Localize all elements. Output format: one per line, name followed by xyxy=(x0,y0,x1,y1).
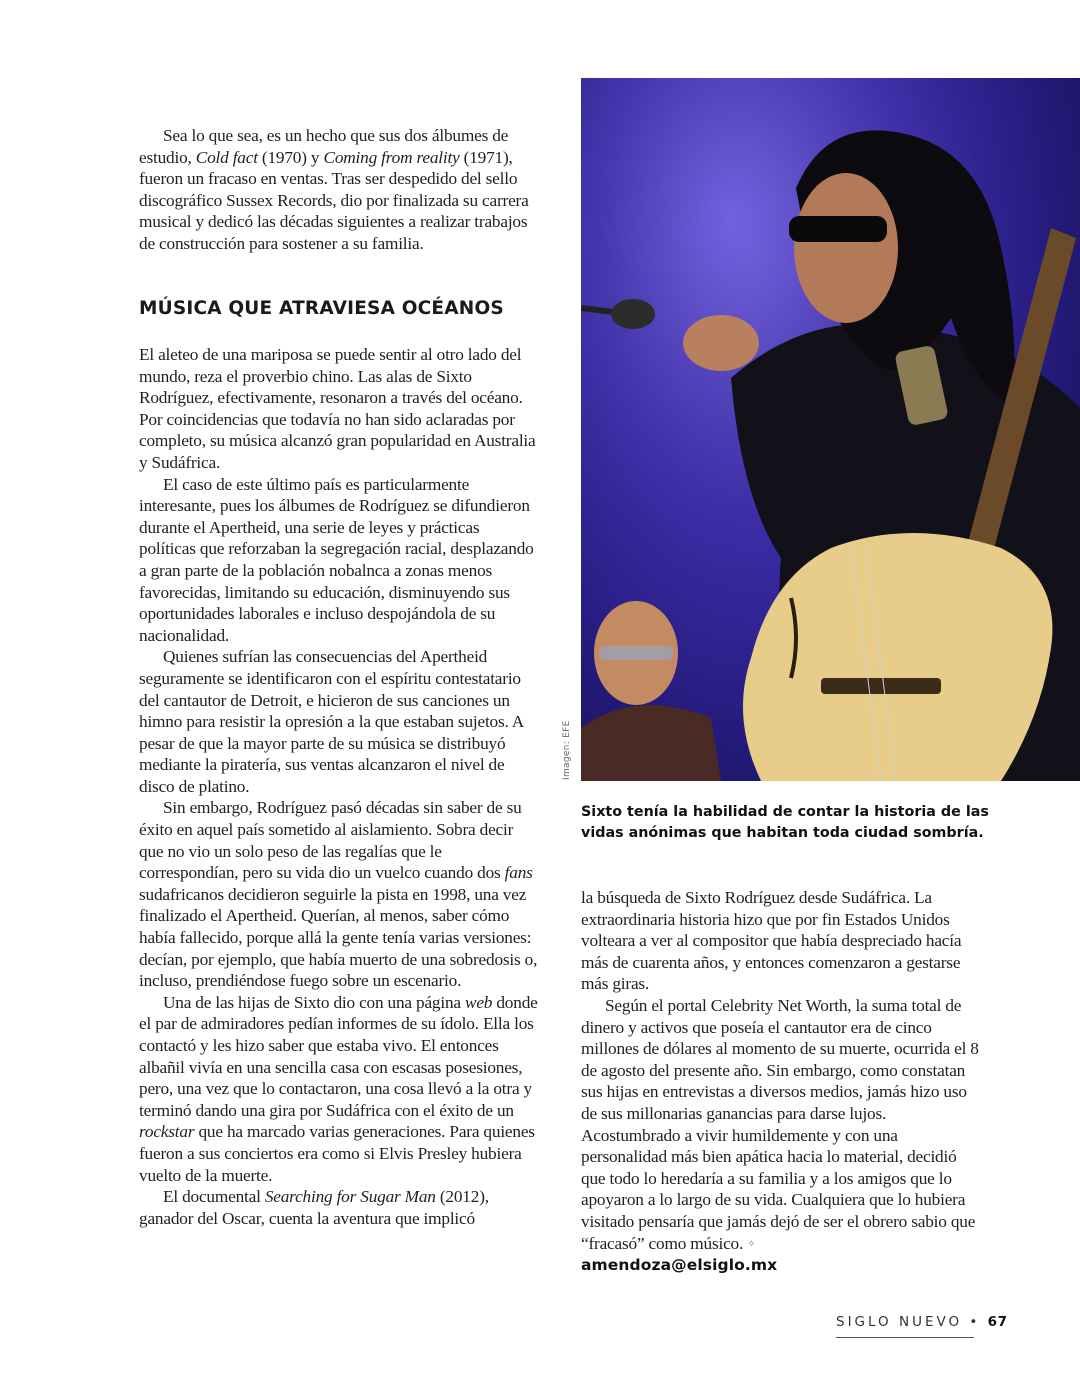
photo-illustration xyxy=(581,78,1080,781)
body-column-right xyxy=(581,887,981,1277)
author-email: amendoza@elsiglo.mx xyxy=(581,1256,778,1275)
italic-title: Coming from reality xyxy=(323,147,460,167)
body-paragraph: la búsqueda de Sixto Rodríguez desde Sudáfrica. La extraordinaria historia hizo que por fin Estados Unidos volteara a ver al compositor que había despreciado hacía más de cuarenta años, y entonces comenzaron a gestarse más giras. xyxy=(581,888,962,994)
magazine-name: SIGLO NUEVO xyxy=(836,1314,963,1330)
end-mark-icon: ✧ xyxy=(747,1238,756,1250)
right-column-paragraphs xyxy=(581,887,981,1255)
body-paragraph: Según el portal Celebrity Net Worth, la suma total de dinero y activos que poseía el cantautor era de cinco millones de dólares al momento de su muerte, ocurrida el 8 de agosto del presente año. Sin embargo, como constatan sus hijas en entrevistas a diversos medios, jamás hizo uso de sus millonarias ganancias para darse lujos. Acostumbrado a vivir humildemente y con una personalidad más bien apática hacia lo material, decidió que todo lo heredaría a su familia y a los amigos que lo apoyaron a lo largo de su vida. Cualquiera que lo hubiera visitado pensaría que jamás dejó de ser el obrero sabio que “fracasó” como músico. ✧ xyxy=(581,995,979,1253)
footer-separator: • xyxy=(969,1314,981,1330)
body-paragraph: Sin embargo, Rodríguez pasó décadas sin saber de su éxito en aquel país sometido al aislamiento. Sobra decir que no vio un solo peso de las regalías que le correspondían, pero su vida dio un vuelco cuando dos fans sudafricanos decidieron seguirle la pista en 1998, una vez finalizado el Apertheid. Querían, al menos, saber cómo había fallecido, porque allá la gente tenía varias versiones: decían, por ejemplo, que había muerto de una sobredosis o, incluso, prendiéndose fuego sobre un escenario. xyxy=(139,798,538,991)
intro-column xyxy=(139,125,537,255)
body-paragraph: El documental Searching for Sugar Man (2012), ganador del Oscar, cuenta la aventura que implicó xyxy=(139,1187,489,1228)
italic-title: rockstar xyxy=(139,1122,195,1142)
body-paragraph: Una de las hijas de Sixto dio con una página web donde el par de admiradores pedían informes de su ídolo. Ella los contactó y les hizo saber que estaba vivo. El entonces albañil vivía en una sencilla casa con escasas posesiones, pero, una vez que lo contactaron, una cosa llevó a la otra y terminó dando una gira por Sudáfrica con el éxito de un rockstar que ha marcado varias generaciones. Para quienes fueron a sus conciertos era como si Elvis Presley hubiera vuelto de la muerte. xyxy=(139,992,538,1185)
section-heading: MÚSICA QUE ATRAVIESA OCÉANOS xyxy=(139,298,504,319)
italic-title: Searching for Sugar Man xyxy=(264,1187,436,1207)
page-footer xyxy=(836,1314,1008,1330)
page-number: 67 xyxy=(987,1314,1008,1330)
italic-title: fans xyxy=(504,863,533,883)
body-paragraph: El caso de este último país es particularmente interesante, pues los álbumes de Rodríguez se difundieron durante el Apertheid, una serie de leyes y prácticas políticas que reforzaban la segregación racial, desplazando a gran parte de la población nobalnca a zonas menos favorecidas, limitando su educación, disminuyendo sus oportunidades laborales e incluso despojándola de su nacionalidad. xyxy=(139,474,534,645)
italic-title: Cold fact xyxy=(195,147,258,167)
body-paragraph: Quienes sufrían las consecuencias del Apertheid seguramente se identificaron con el espíritu contestatario del cantautor de Detroit, e hicieron de sus canciones un himno para resistir la opresión a la que estaban sujetos. A pesar de que la mayor parte de su música se distribuyó mediante la piratería, sus ventas alcanzaron el nivel de disco de platino. xyxy=(139,647,524,796)
photo-caption: Sixto tenía la habilidad de contar la historia de las vidas anónimas que habitan toda ciudad sombría. xyxy=(581,804,989,841)
footer-rule xyxy=(836,1337,974,1338)
concert-photo xyxy=(581,78,1080,781)
body-paragraph: El aleteo de una mariposa se puede sentir al otro lado del mundo, reza el proverbio chino. Las alas de Sixto Rodríguez, efectivamente, resonaron a través del océano. Por coincidencias que todavía no han sido aclaradas por completo, su música alcanzó gran popularidad en Australia y Sudáfrica. xyxy=(139,345,536,472)
intro-paragraph: Sea lo que sea, es un hecho que sus dos álbumes de estudio, Cold fact (1970) y Coming from reality (1971), fueron un fracaso en ventas. Tras ser despedido del sello discográfico Sussex Records, dio por finalizada su carrera musical y dedicó las décadas siguientes a realizar trabajos de construcción para sostener a su familia. xyxy=(139,126,529,253)
photo-credit: Imagen: EFE xyxy=(562,720,572,780)
italic-title: web xyxy=(465,992,493,1012)
body-column-left xyxy=(139,344,539,1229)
